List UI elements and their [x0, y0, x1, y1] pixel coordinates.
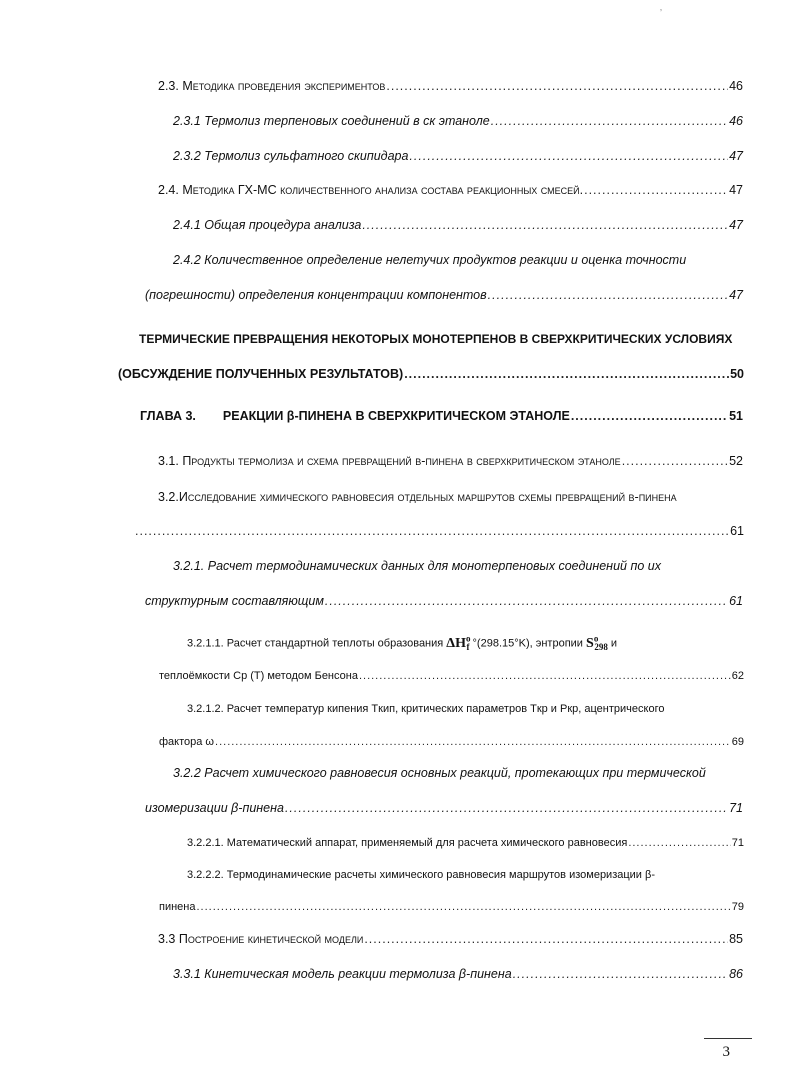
- toc-leader-dots: [404, 366, 729, 382]
- toc-entry-2-3[interactable]: [158, 78, 743, 94]
- toc-entry-2-3-2[interactable]: [173, 148, 743, 164]
- toc-leader-dots: [285, 800, 728, 816]
- entropy-symbol: $S^o_{298}$: [586, 633, 608, 653]
- toc-entry-2-4[interactable]: [158, 182, 743, 198]
- toc-leader-dots: [584, 182, 728, 198]
- toc-leader-dots: [571, 408, 728, 424]
- toc-entry-title: 3.2.1.1. Расчет стандартной теплоты образования: [187, 637, 444, 650]
- toc-entry-title: изомеризации β-пинена: [145, 801, 284, 815]
- toc-entry-title: фактора ω: [159, 736, 215, 748]
- footer-rule: [704, 1038, 752, 1039]
- toc-leader-dots: [488, 287, 728, 303]
- toc-entry-3-3[interactable]: [158, 931, 743, 947]
- toc-page-number: 69: [731, 736, 744, 748]
- toc-entry-3-2[interactable]: [134, 523, 744, 539]
- toc-entry-title: 2.3. Методика проведения экспериментов: [158, 79, 386, 93]
- toc-entry-title: 3.1. Продукты термолиза и схема превращений β-пинена в сверхкритическом этаноле: [158, 454, 621, 468]
- toc-entry-title: пинена: [159, 901, 196, 913]
- toc-page-number: 61: [729, 594, 743, 608]
- toc-leader-dots: [135, 523, 729, 539]
- toc-leader-dots: [622, 453, 728, 469]
- toc-entry-3-2-line1[interactable]: 3.2.Исследование химического равновесия отдельных маршрутов схемы превращений β-пинена: [158, 490, 677, 504]
- toc-page-number: 46: [729, 114, 743, 128]
- toc-page-number: 52: [729, 454, 743, 468]
- toc-page-number: 71: [729, 801, 743, 815]
- toc-leader-dots: [409, 148, 728, 164]
- toc-entry-title: (ОБСУЖДЕНИЕ ПОЛУЧЕННЫХ РЕЗУЛЬТАТОВ): [118, 367, 404, 381]
- toc-entry-3-2-2-1[interactable]: [187, 835, 744, 851]
- toc-page-number: 47: [729, 218, 743, 232]
- toc-page-number: 50: [730, 367, 744, 381]
- toc-entry-3-2-2-2-line1[interactable]: 3.2.2.2. Термодинамические расчеты химического равновесия маршрутов изомеризации β-: [187, 869, 655, 881]
- toc-entry-title: 2.4.1 Общая процедура анализа: [173, 218, 362, 232]
- toc-chapter-3[interactable]: [140, 408, 743, 424]
- toc-entry-3-3-1[interactable]: [173, 966, 743, 982]
- toc-leader-dots: [215, 734, 731, 750]
- toc-page-number: 86: [729, 967, 743, 981]
- toc-entry-3-2-2-2[interactable]: [159, 899, 744, 915]
- toc-page-number: 85: [729, 932, 743, 946]
- toc-entry-title: теплоёмкости Cp (T) методом Бенсона: [159, 670, 358, 682]
- toc-entry-3-2-1-2[interactable]: [159, 734, 744, 750]
- toc-entry-title: 2.4. Методика ГХ-МС количественного анализа состава реакционных смесей.: [158, 183, 584, 197]
- toc-entry-2-4-2[interactable]: [145, 287, 743, 303]
- toc-page-number: 62: [731, 670, 744, 682]
- toc-entry-2-4-1[interactable]: [173, 217, 743, 233]
- toc-leader-dots: [325, 593, 728, 609]
- toc-entry-title: 3.3.1 Кинетическая модель реакции термолиза β-пинена: [173, 967, 512, 981]
- toc-entry-3-2-1-line1[interactable]: 3.2.1. Расчет термодинамических данных для монотерпеновых соединений по их: [173, 559, 661, 573]
- toc-entry-title: 2.3.1 Термолиз терпеновых соединений в ск этаноле: [173, 114, 490, 128]
- chapter-label: ГЛАВА 3.: [140, 409, 196, 423]
- toc-entry-3-2-1[interactable]: [145, 593, 743, 609]
- toc-entry-title: РЕАКЦИИ β-ПИНЕНА В СВЕРХКРИТИЧЕСКОМ ЭТАНОЛЕ: [222, 409, 570, 423]
- toc-page-number: 46: [729, 79, 743, 93]
- toc-page-number: 61: [730, 524, 744, 538]
- toc-page-number: 47: [729, 288, 743, 302]
- toc-entry-2-4-2-line1[interactable]: 2.4.2 Количественное определение нелетучих продуктов реакции и оценка точности: [173, 253, 687, 267]
- toc-entry-3-2-2-line1[interactable]: 3.2.2 Расчет химического равновесия основных реакций, протекающих при термической: [173, 766, 706, 780]
- toc-section-thermal[interactable]: [118, 366, 744, 382]
- toc-leader-dots: [362, 217, 728, 233]
- toc-entry-3-2-1-1[interactable]: [159, 668, 744, 684]
- toc-page-number: 51: [729, 409, 743, 423]
- toc-leader-dots: [197, 899, 731, 915]
- toc-leader-dots: [386, 78, 728, 94]
- toc-entry-title: 2.3.2 Термолиз сульфатного скипидара: [173, 149, 409, 163]
- toc-leader-dots: [364, 931, 728, 947]
- toc-leader-dots: [628, 835, 730, 851]
- toc-entry-3-2-2[interactable]: [145, 800, 743, 816]
- toc-leader-dots: [513, 966, 728, 982]
- page-number: 3: [722, 1044, 730, 1060]
- enthalpy-symbol: $\Delta H^o_f$: [446, 633, 471, 653]
- toc-leader-dots: [359, 668, 731, 684]
- toc-entry-3-2-1-2-line1[interactable]: 3.2.1.2. Расчет температур кипения Tкип, критических параметров Tкр и Pкр, ацентрического: [187, 703, 665, 715]
- toc-entry-2-3-1[interactable]: [173, 113, 743, 129]
- toc-page-number: 47: [729, 183, 743, 197]
- toc-entry-title: 3.3 Построение кинетической модели: [158, 932, 364, 946]
- toc-entry-title: 3.2.2.1. Математический аппарат, применяемый для расчета химического равновесия: [187, 837, 628, 849]
- scan-mark: ʼ: [660, 8, 662, 18]
- toc-page-number: 47: [729, 149, 743, 163]
- toc-entry-3-2-1-1-line1[interactable]: 3.2.1.1. Расчет стандартной теплоты образования $\Delta H^o_f$ °(298.15°K), энтропии $S^o_{298}$ и: [187, 633, 618, 653]
- toc-page-number: 71: [731, 837, 744, 849]
- toc-entry-title: (погрешности) определения концентрации компонентов: [145, 288, 487, 302]
- toc-entry-title: структурным составляющим: [145, 594, 324, 608]
- toc-page-number: 79: [731, 901, 744, 913]
- toc-leader-dots: [491, 113, 728, 129]
- toc-section-thermal-line1[interactable]: ТЕРМИЧЕСКИЕ ПРЕВРАЩЕНИЯ НЕКОТОРЫХ МОНОТЕРПЕНОВ В СВЕРХКРИТИЧЕСКИХ УСЛОВИЯХ: [139, 332, 733, 346]
- toc-entry-3-1[interactable]: [158, 453, 743, 469]
